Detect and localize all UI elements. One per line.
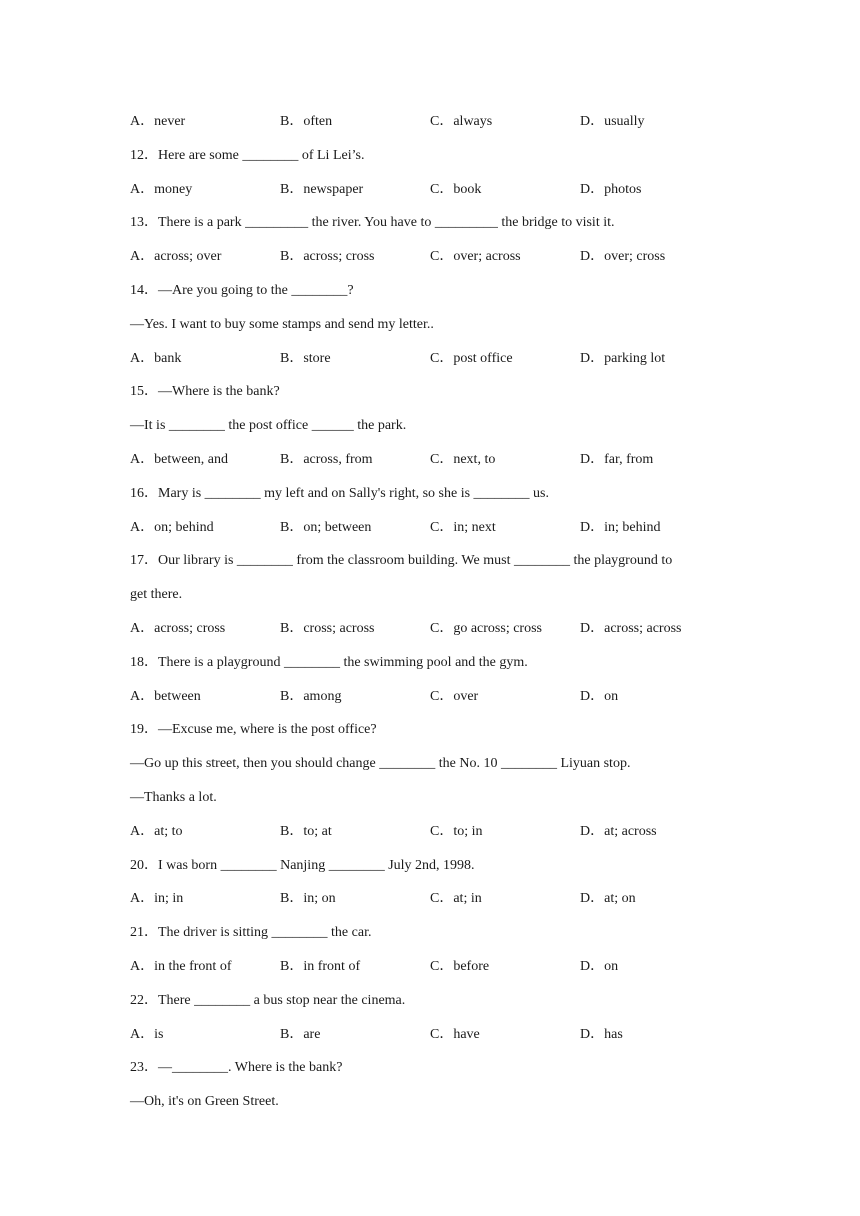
option-a: A．across; over	[130, 249, 222, 264]
option-a: A．in; in	[130, 891, 184, 906]
option-c: C．go across; cross	[430, 621, 542, 636]
option-b: B．often	[280, 114, 333, 129]
option-d: D．at; on	[580, 891, 636, 906]
option-d: D．far, from	[580, 452, 654, 467]
option-c: C．to; in	[430, 824, 483, 839]
option-d: D．in; behind	[580, 520, 661, 535]
option-d: D．photos	[580, 182, 642, 197]
question-text: 20．I was born ________ Nanjing ________ July 2nd, 1998.	[130, 858, 475, 873]
option-d: D．across; across	[580, 621, 682, 636]
question-text: —Go up this street, then you should change ________ the No. 10 ________ Liyuan stop.	[130, 756, 631, 771]
question-text: 22．There ________ a bus stop near the cinema.	[130, 993, 406, 1008]
question-text: 13．There is a park _________ the river. You have to _________ the bridge to visit it.	[130, 215, 615, 230]
option-b: B．cross; across	[280, 621, 375, 636]
option-a: A．on; behind	[130, 520, 214, 535]
option-c: C．before	[430, 959, 490, 974]
option-c: C．next, to	[430, 452, 496, 467]
option-b: B．store	[280, 351, 331, 366]
option-b: B．to; at	[280, 824, 332, 839]
option-a: A．between	[130, 689, 201, 704]
option-a: A．money	[130, 182, 193, 197]
option-d: D．parking lot	[580, 351, 666, 366]
option-a: A．between, and	[130, 452, 228, 467]
question-text: —Thanks a lot.	[130, 790, 217, 805]
question-text: 12．Here are some ________ of Li Lei’s.	[130, 148, 365, 163]
option-a: A．is	[130, 1027, 164, 1042]
option-c: C．book	[430, 182, 482, 197]
option-c: C．over	[430, 689, 479, 704]
option-c: C．always	[430, 114, 493, 129]
option-b: B．in front of	[280, 959, 361, 974]
question-text: 14．—Are you going to the ________?	[130, 283, 354, 298]
question-text: 23．—________. Where is the bank?	[130, 1060, 343, 1075]
option-a: A．in the front of	[130, 959, 232, 974]
option-d: D．has	[580, 1027, 623, 1042]
option-d: D．over; cross	[580, 249, 666, 264]
option-c: C．over; across	[430, 249, 521, 264]
question-text: 19．—Excuse me, where is the post office?	[130, 722, 377, 737]
option-b: B．among	[280, 689, 342, 704]
option-a: A．never	[130, 114, 186, 129]
option-c: C．in; next	[430, 520, 496, 535]
option-a: A．across; cross	[130, 621, 226, 636]
option-c: C．at; in	[430, 891, 482, 906]
question-text: —It is ________ the post office ______ the park.	[130, 418, 407, 433]
option-b: B．across, from	[280, 452, 373, 467]
option-c: C．have	[430, 1027, 480, 1042]
question-text: —Oh, it's on Green Street.	[130, 1094, 279, 1109]
option-b: B．are	[280, 1027, 321, 1042]
option-d: D．usually	[580, 114, 645, 129]
option-d: D．on	[580, 959, 619, 974]
option-a: A．at; to	[130, 824, 183, 839]
option-c: C．post office	[430, 351, 513, 366]
question-text: 18．There is a playground ________ the swimming pool and the gym.	[130, 655, 528, 670]
option-b: B．on; between	[280, 520, 372, 535]
question-text: —Yes. I want to buy some stamps and send my letter..	[130, 317, 434, 332]
option-a: A．bank	[130, 351, 182, 366]
question-text: 16．Mary is ________ my left and on Sally's right, so she is ________ us.	[130, 486, 550, 501]
option-d: D．at; across	[580, 824, 657, 839]
question-text: 15．—Where is the bank?	[130, 384, 280, 399]
option-d: D．on	[580, 689, 619, 704]
question-text: 17．Our library is ________ from the classroom building. We must ________ the playground to	[130, 553, 673, 568]
question-text: get there.	[130, 587, 183, 602]
option-b: B．across; cross	[280, 249, 375, 264]
option-b: B．newspaper	[280, 182, 364, 197]
option-b: B．in; on	[280, 891, 336, 906]
question-text: 21．The driver is sitting ________ the car.	[130, 925, 372, 940]
